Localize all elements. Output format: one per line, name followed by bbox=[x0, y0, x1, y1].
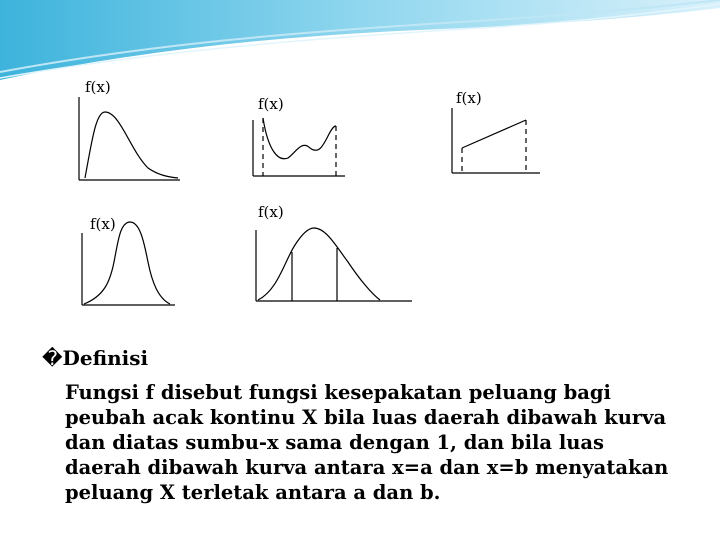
plot3-label: f(x) bbox=[456, 89, 482, 107]
plot-bimodal bbox=[253, 118, 345, 176]
plot5-label: f(x) bbox=[258, 203, 284, 221]
plot2-label: f(x) bbox=[258, 95, 284, 113]
definition-heading bbox=[42, 346, 148, 370]
definition-title: Definisi bbox=[62, 346, 149, 370]
plot4-label: f(x) bbox=[90, 215, 116, 233]
plot-linear-segment bbox=[452, 108, 540, 173]
bullet-icon: � bbox=[42, 346, 63, 370]
definition-body: Fungsi f disebut fungsi kesepakatan peluang bagi peubah acak kontinu X bila luas daerah dibawah kurva dan diatas sumbu-x sama dengan 1, dan bila luas daerah dibawah kurva antara x=a dan x=b menyatakan peluang X terletak antara a dan b. bbox=[65, 381, 669, 504]
plot-area-between-a-b bbox=[256, 228, 412, 301]
plot-right-skewed bbox=[79, 97, 180, 180]
plot1-label: f(x) bbox=[85, 78, 111, 96]
plot-bell-curve bbox=[82, 222, 175, 305]
